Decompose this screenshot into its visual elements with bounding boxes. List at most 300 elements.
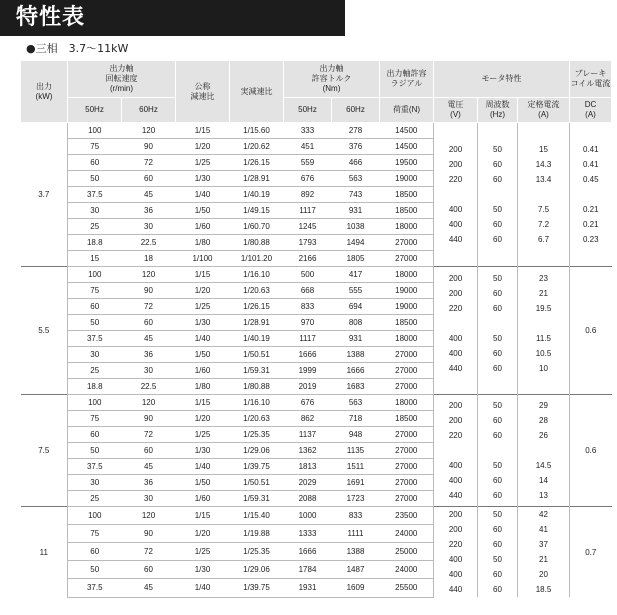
motor-current-value [518,247,569,262]
overhung-load-cell: 18500 [380,203,434,219]
motor-current-value: 14.5 [535,461,552,470]
speed-50hz-cell: 100 [68,123,122,139]
actual-ratio-cell: 1/16.10 [230,395,284,411]
torque-50hz-cell: 1000 [284,507,332,525]
motor-frequency-column [478,267,518,395]
speed-60hz-cell: 60 [122,561,176,579]
nominal-ratio-cell: 1/15 [176,123,230,139]
header-output: 出力 (kW) [21,61,68,123]
nominal-ratio-cell: 1/25 [176,427,230,443]
torque-60hz-cell: 948 [332,427,380,443]
torque-50hz-cell: 833 [284,299,332,315]
actual-ratio-cell: 1/39.75 [230,459,284,475]
speed-50hz-cell: 60 [68,299,122,315]
speed-60hz-cell: 36 [122,347,176,363]
speed-50hz-cell: 25 [68,363,122,379]
nominal-ratio-cell: 1/30 [176,561,230,579]
motor-voltage-value [434,316,477,331]
motor-voltage-value: 220 [448,175,463,184]
torque-50hz-cell: 2029 [284,475,332,491]
speed-60hz-cell: 90 [122,525,176,543]
nominal-ratio-cell: 1/60 [176,491,230,507]
torque-60hz-cell: 417 [332,267,380,283]
actual-ratio-cell: 1/50.51 [230,347,284,363]
torque-50hz-cell: 668 [284,283,332,299]
brake-current-value: 0.23 [582,235,599,244]
torque-50hz-cell: 676 [284,395,332,411]
overhung-load-cell: 27000 [380,363,434,379]
nominal-ratio-cell: 1/40 [176,187,230,203]
overhung-load-cell: 27000 [380,491,434,507]
speed-50hz-cell: 37.5 [68,187,122,203]
motor-voltage-value: 400 [448,555,463,564]
motor-voltage-value: 400 [448,461,463,470]
overhung-load-cell: 24000 [380,525,434,543]
actual-ratio-cell: 1/39.75 [230,579,284,597]
torque-50hz-cell: 559 [284,155,332,171]
nominal-ratio-cell: 1/25 [176,543,230,561]
nominal-ratio-cell: 1/30 [176,171,230,187]
motor-current-value: 7.2 [537,220,550,229]
motor-current-value: 29 [539,401,548,410]
overhung-load-cell: 27000 [380,251,434,267]
brake-current-value: 0.21 [582,205,599,214]
actual-ratio-cell: 1/80.88 [230,235,284,251]
page-title: 特性表 [0,0,345,36]
actual-ratio-cell: 1/49.15 [230,203,284,219]
motor-current-value: 28 [539,416,548,425]
speed-60hz-cell: 60 [122,315,176,331]
motor-current-value: 6.7 [537,235,550,244]
motor-voltage-value [434,187,477,202]
header-torque-60hz: 60Hz [332,98,380,123]
speed-60hz-cell: 36 [122,475,176,491]
torque-60hz-cell: 718 [332,411,380,427]
motor-current-value: 18.5 [535,585,552,594]
nominal-ratio-cell: 1/15 [176,507,230,525]
overhung-load-cell: 27000 [380,347,434,363]
motor-current-value: 37 [539,540,548,549]
motor-voltage-column [434,267,478,395]
overhung-load-cell: 18000 [380,395,434,411]
overhung-load-cell: 18500 [380,315,434,331]
speed-50hz-cell: 50 [68,561,122,579]
motor-current-value: 10 [539,363,548,373]
header-torque: 出力軸 許容トルク (Nm) [284,61,380,98]
motor-frequency-value: 60 [493,491,502,500]
motor-voltage-value: 220 [448,431,463,440]
motor-frequency-value: 60 [493,303,502,313]
nominal-ratio-cell: 1/15 [176,267,230,283]
torque-50hz-cell: 970 [284,315,332,331]
brake-current-column [570,123,612,267]
torque-50hz-cell: 1999 [284,363,332,379]
header-brake: ブレーキ コイル電流 [570,61,612,98]
torque-60hz-cell: 1609 [332,579,380,597]
nominal-ratio-cell: 1/60 [176,219,230,235]
speed-60hz-cell: 45 [122,459,176,475]
nominal-ratio-cell: 1/25 [176,155,230,171]
motor-current-column [518,267,570,395]
motor-voltage-value: 400 [448,205,463,214]
actual-ratio-cell: 1/25.35 [230,543,284,561]
torque-60hz-cell: 1683 [332,379,380,395]
torque-50hz-cell: 1117 [284,203,332,219]
motor-voltage-value: 400 [448,348,463,358]
motor-frequency-value [478,247,517,262]
brake-current-value [570,247,612,262]
torque-60hz-cell: 1666 [332,363,380,379]
brake-current-value [570,127,612,142]
torque-50hz-cell: 1666 [284,347,332,363]
speed-50hz-cell: 50 [68,443,122,459]
motor-current-value: 21 [539,555,548,564]
nominal-ratio-cell: 1/30 [176,443,230,459]
motor-voltage-value: 400 [448,333,463,343]
header-actual-ratio: 実減速比 [230,61,284,123]
motor-frequency-value: 60 [493,431,502,440]
overhung-load-cell: 14500 [380,139,434,155]
motor-voltage-value: 200 [448,160,463,169]
nominal-ratio-cell: 1/40 [176,331,230,347]
speed-50hz-cell: 18.8 [68,235,122,251]
motor-frequency-value: 60 [493,235,502,244]
nominal-ratio-cell: 1/20 [176,525,230,543]
motor-frequency-value: 60 [493,363,502,373]
table-row [21,395,612,411]
torque-50hz-cell: 500 [284,267,332,283]
motor-voltage-value: 200 [448,145,463,154]
overhung-load-cell: 18000 [380,219,434,235]
motor-current-value: 13.4 [535,175,552,184]
motor-current-column [518,507,570,598]
table-header [21,61,612,123]
motor-frequency-value: 60 [493,220,502,229]
header-voltage: 電圧 (V) [434,98,478,123]
torque-60hz-cell: 1494 [332,235,380,251]
motor-voltage-value: 220 [448,303,463,313]
nominal-ratio-cell: 1/100 [176,251,230,267]
torque-50hz-cell: 2019 [284,379,332,395]
motor-frequency-value: 50 [493,273,502,283]
speed-50hz-cell: 75 [68,283,122,299]
speed-60hz-cell: 120 [122,267,176,283]
motor-frequency-value: 60 [493,525,502,534]
torque-60hz-cell: 1388 [332,347,380,363]
motor-current-value: 10.5 [535,348,552,358]
torque-50hz-cell: 451 [284,139,332,155]
brake-current-value: 0.7 [570,507,612,598]
header-torque-50hz: 50Hz [284,98,332,123]
torque-50hz-cell: 1245 [284,219,332,235]
overhung-load-cell: 18000 [380,267,434,283]
speed-50hz-cell: 30 [68,347,122,363]
torque-60hz-cell: 808 [332,315,380,331]
overhung-load-cell: 27000 [380,459,434,475]
torque-60hz-cell: 1487 [332,561,380,579]
motor-frequency-column [478,395,518,507]
brake-current-value: 0.21 [582,220,599,229]
overhung-load-cell: 27000 [380,235,434,251]
actual-ratio-cell: 1/40.19 [230,331,284,347]
actual-ratio-cell: 1/25.35 [230,427,284,443]
speed-50hz-cell: 50 [68,171,122,187]
speed-60hz-cell: 60 [122,171,176,187]
torque-60hz-cell: 1723 [332,491,380,507]
motor-frequency-value [478,316,517,331]
speed-50hz-cell: 30 [68,203,122,219]
output-power-cell: 3.7 [21,123,68,267]
speed-60hz-cell: 72 [122,299,176,315]
motor-frequency-value: 60 [493,288,502,298]
torque-50hz-cell: 1362 [284,443,332,459]
motor-frequency-value [478,187,517,202]
motor-current-value: 13 [539,491,548,500]
header-speed: 出力軸 回転速度 (r/min) [68,61,176,98]
overhung-load-cell: 25500 [380,579,434,597]
speed-50hz-cell: 100 [68,267,122,283]
speed-60hz-cell: 22.5 [122,235,176,251]
motor-voltage-value: 440 [448,235,463,244]
torque-60hz-cell: 1111 [332,525,380,543]
actual-ratio-cell: 1/50.51 [230,475,284,491]
motor-current-value: 20 [539,570,548,579]
overhung-load-cell: 24000 [380,561,434,579]
motor-current-value: 14 [539,476,548,485]
motor-frequency-column [478,507,518,598]
speed-60hz-cell: 36 [122,203,176,219]
speed-50hz-cell: 15 [68,251,122,267]
motor-current-value: 23 [539,273,548,283]
torque-60hz-cell: 563 [332,171,380,187]
nominal-ratio-cell: 1/50 [176,347,230,363]
table-row [21,507,612,525]
speed-50hz-cell: 60 [68,427,122,443]
brake-current-value [570,187,612,202]
torque-50hz-cell: 333 [284,123,332,139]
overhung-load-cell: 19000 [380,283,434,299]
torque-60hz-cell: 1805 [332,251,380,267]
torque-60hz-cell: 694 [332,299,380,315]
torque-60hz-cell: 1038 [332,219,380,235]
actual-ratio-cell: 1/20.63 [230,283,284,299]
overhung-load-cell: 14500 [380,123,434,139]
actual-ratio-cell: 1/16.10 [230,267,284,283]
torque-50hz-cell: 676 [284,171,332,187]
motor-current-value: 19.5 [535,303,552,313]
actual-ratio-cell: 1/59.31 [230,363,284,379]
overhung-load-cell: 18500 [380,411,434,427]
speed-50hz-cell: 100 [68,507,122,525]
actual-ratio-cell: 1/101.20 [230,251,284,267]
motor-voltage-value [434,127,477,142]
motor-frequency-value: 50 [493,401,502,410]
motor-current-value: 21 [539,288,548,298]
motor-frequency-value [478,443,517,458]
torque-50hz-cell: 1784 [284,561,332,579]
speed-50hz-cell: 75 [68,139,122,155]
torque-60hz-cell: 931 [332,331,380,347]
motor-voltage-value: 400 [448,220,463,229]
actual-ratio-cell: 1/19.88 [230,525,284,543]
torque-60hz-cell: 931 [332,203,380,219]
speed-50hz-cell: 60 [68,543,122,561]
table-row [21,123,612,139]
motor-voltage-value: 200 [448,510,463,519]
nominal-ratio-cell: 1/80 [176,235,230,251]
motor-frequency-value: 50 [493,510,502,519]
speed-50hz-cell: 25 [68,491,122,507]
speed-50hz-cell: 25 [68,219,122,235]
speed-50hz-cell: 75 [68,411,122,427]
nominal-ratio-cell: 1/80 [176,379,230,395]
actual-ratio-cell: 1/59.31 [230,491,284,507]
overhung-load-cell: 27000 [380,427,434,443]
motor-frequency-value: 50 [493,145,502,154]
motor-current-value: 7.5 [537,205,550,214]
motor-frequency-value: 50 [493,205,502,214]
actual-ratio-cell: 1/28.91 [230,171,284,187]
speed-60hz-cell: 30 [122,219,176,235]
motor-voltage-value: 220 [448,540,463,549]
motor-frequency-value: 50 [493,333,502,343]
motor-frequency-value: 60 [493,175,502,184]
speed-60hz-cell: 30 [122,491,176,507]
torque-50hz-cell: 1931 [284,579,332,597]
torque-50hz-cell: 862 [284,411,332,427]
overhung-load-cell: 27000 [380,475,434,491]
motor-voltage-value: 200 [448,288,463,298]
speed-60hz-cell: 30 [122,363,176,379]
motor-voltage-value [434,443,477,458]
torque-50hz-cell: 1813 [284,459,332,475]
brake-current-value: 0.41 [582,160,599,169]
overhung-load-cell: 27000 [380,379,434,395]
speed-60hz-cell: 72 [122,427,176,443]
overhung-load-cell: 27000 [380,443,434,459]
header-motor: モータ特性 [434,61,570,98]
motor-frequency-value: 50 [493,461,502,470]
speed-60hz-cell: 90 [122,283,176,299]
speed-60hz-cell: 45 [122,579,176,597]
speed-50hz-cell: 30 [68,475,122,491]
motor-frequency-value: 50 [493,555,502,564]
speed-50hz-cell: 37.5 [68,459,122,475]
speed-60hz-cell: 120 [122,123,176,139]
speed-60hz-cell: 90 [122,411,176,427]
speed-50hz-cell: 18.8 [68,379,122,395]
header-overhung: 出力軸許容 ラジアル [380,61,434,98]
torque-60hz-cell: 743 [332,187,380,203]
output-power-cell: 7.5 [21,395,68,507]
motor-voltage-value: 440 [448,363,463,373]
motor-current-column [518,395,570,507]
speed-60hz-cell: 72 [122,543,176,561]
actual-ratio-cell: 1/26.15 [230,155,284,171]
torque-60hz-cell: 1135 [332,443,380,459]
table-row [21,267,612,283]
nominal-ratio-cell: 1/30 [176,315,230,331]
torque-50hz-cell: 2166 [284,251,332,267]
header-speed-60hz: 60Hz [122,98,176,123]
nominal-ratio-cell: 1/20 [176,411,230,427]
header-speed-50hz: 50Hz [68,98,122,123]
nominal-ratio-cell: 1/15 [176,395,230,411]
motor-frequency-value: 60 [493,348,502,358]
nominal-ratio-cell: 1/50 [176,475,230,491]
actual-ratio-cell: 1/20.62 [230,139,284,155]
motor-current-value: 26 [539,431,548,440]
overhung-load-cell: 18000 [380,331,434,347]
table-body [21,123,612,598]
motor-frequency-column [478,123,518,267]
torque-60hz-cell: 555 [332,283,380,299]
output-power-cell: 5.5 [21,267,68,395]
motor-frequency-value: 60 [493,570,502,579]
speed-60hz-cell: 90 [122,139,176,155]
torque-50hz-cell: 1333 [284,525,332,543]
motor-frequency-value [478,127,517,142]
actual-ratio-cell: 1/26.15 [230,299,284,315]
speed-50hz-cell: 50 [68,315,122,331]
speed-60hz-cell: 45 [122,187,176,203]
motor-voltage-column [434,507,478,598]
subtitle: ●三相 3.7〜11kW [26,42,129,55]
nominal-ratio-cell: 1/25 [176,299,230,315]
motor-frequency-value: 60 [493,585,502,594]
nominal-ratio-cell: 1/40 [176,579,230,597]
motor-current-value: 41 [539,525,548,534]
nominal-ratio-cell: 1/60 [176,363,230,379]
motor-frequency-value: 60 [493,416,502,425]
header-nominal-ratio: 公称 減速比 [176,61,230,123]
torque-50hz-cell: 1117 [284,331,332,347]
motor-voltage-value: 200 [448,401,463,410]
spec-table [20,60,612,598]
motor-current-value: 11.5 [536,333,551,343]
actual-ratio-cell: 1/28.91 [230,315,284,331]
overhung-load-cell: 19000 [380,171,434,187]
motor-voltage-value: 400 [448,476,463,485]
speed-60hz-cell: 22.5 [122,379,176,395]
header-current: 定格電流 (A) [518,98,570,123]
speed-50hz-cell: 37.5 [68,331,122,347]
overhung-load-cell: 19500 [380,155,434,171]
torque-50hz-cell: 892 [284,187,332,203]
overhung-load-cell: 19000 [380,299,434,315]
motor-voltage-value: 440 [448,585,463,594]
nominal-ratio-cell: 1/20 [176,139,230,155]
header-brake-dc: DC (A) [570,98,612,123]
torque-50hz-cell: 1666 [284,543,332,561]
motor-voltage-value: 400 [448,570,463,579]
overhung-load-cell: 23500 [380,507,434,525]
output-power-cell: 11 [21,507,68,598]
motor-current-value [518,316,569,331]
torque-60hz-cell: 833 [332,507,380,525]
torque-60hz-cell: 376 [332,139,380,155]
speed-50hz-cell: 60 [68,155,122,171]
speed-60hz-cell: 72 [122,155,176,171]
nominal-ratio-cell: 1/50 [176,203,230,219]
header-overhung-unit: 荷重(N) [380,98,434,123]
motor-current-value [518,127,569,142]
actual-ratio-cell: 1/40.19 [230,187,284,203]
speed-60hz-cell: 60 [122,443,176,459]
brake-current-value: 0.6 [570,395,612,507]
motor-current-value [518,443,569,458]
nominal-ratio-cell: 1/20 [176,283,230,299]
